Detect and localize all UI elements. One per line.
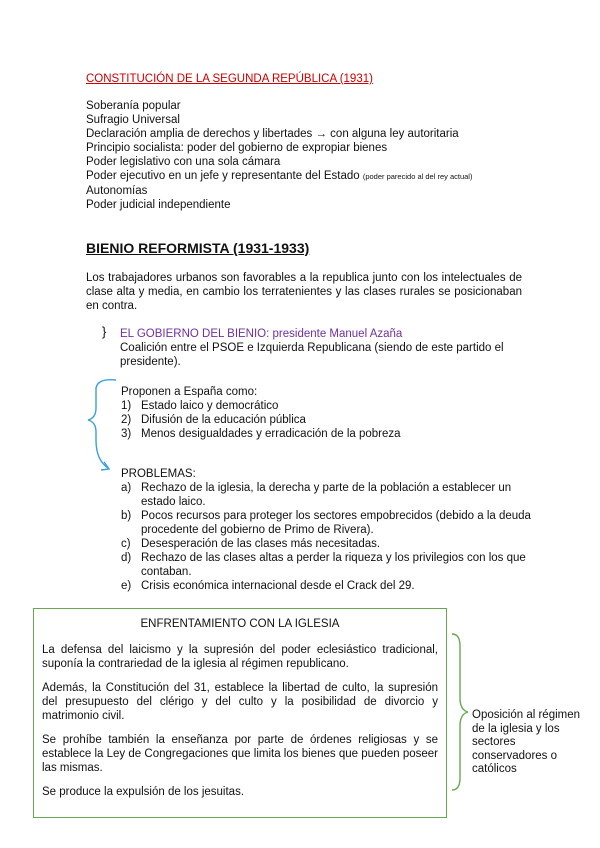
- item-marker: 3): [121, 428, 132, 440]
- proponen-item: [121, 427, 521, 441]
- iglesia-paragraph: Se prohíbe también la enseñanza por parte de órdenes religiosas y se establece la Ley de Congregaciones que limita los bienes que pueden poseer las mismas.: [42, 734, 438, 774]
- problemas-item: [121, 509, 531, 537]
- constitucion-item: Principio socialista: poder del gobierno de expropiar bienes: [86, 142, 388, 154]
- proponen-item: [121, 399, 521, 413]
- item-text: Rechazo de la iglesia, la derecha y parte de la población a establecer un estado laico.: [141, 482, 512, 508]
- item-text: Difusión de la educación pública: [141, 414, 306, 426]
- constitucion-item: Declaración amplia de derechos y libertades → con alguna ley autoritaria: [86, 128, 459, 140]
- constitucion-item: Poder legislativo con una sola cámara: [86, 156, 281, 168]
- constitucion-title: CONSTITUCIÓN DE LA SEGUNDA REPÚBLICA (1931): [86, 73, 373, 85]
- problemas-item: [121, 579, 531, 593]
- constitucion-item: Soberanía popular: [86, 100, 181, 112]
- bienio-title: BIENIO REFORMISTA (1931-1933): [86, 240, 310, 256]
- item-text: Crisis económica internacional desde el Crack del 29.: [141, 580, 415, 592]
- bracket-arrow-icon: [82, 374, 122, 474]
- item-text: Desesperación de las clases más necesitadas.: [141, 538, 381, 550]
- item-marker: c): [121, 538, 131, 550]
- item-marker: e): [121, 580, 132, 592]
- item-text: Pocos recursos para proteger los sectores empobrecidos (debido a la deuda procedente del gobierno de Primo de Rivera).: [141, 510, 531, 536]
- constitucion-item: Poder judicial independiente: [86, 199, 231, 211]
- constitucion-list: [86, 99, 526, 212]
- item-text: Menos desigualdades y erradicación de la pobreza: [141, 428, 401, 440]
- bienio-intro: Los trabajadores urbanos son favorables a la republica junto con los intelectuales de clase alta y media, en cambio los terratenientes y las clases rurales se posicionaban en contra.: [86, 272, 522, 312]
- gobierno-bullet: }: [102, 324, 107, 339]
- proponen-title: Proponen a España como:: [121, 386, 258, 398]
- problemas-list: [121, 481, 531, 593]
- iglesia-title: ENFRENTAMIENTO CON LA IGLESIA: [140, 618, 340, 630]
- iglesia-paragraph: La defensa del laicismo y la supresión del poder eclesiástico tradicional, suponía la contrariedad de la iglesia al régimen republicano.: [42, 644, 438, 670]
- ejecutivo-text: Poder ejecutivo en un jefe y representante del Estado: [86, 170, 360, 182]
- item-marker: b): [121, 510, 132, 522]
- problemas-item: [121, 551, 531, 579]
- item-marker: 2): [121, 414, 132, 426]
- gobierno-title: EL GOBIERNO DEL BIENIO: presidente Manuel Azaña: [120, 328, 403, 340]
- problemas-title: PROBLEMAS:: [121, 468, 196, 480]
- item-marker: 1): [121, 400, 132, 412]
- problemas-item: [121, 481, 531, 509]
- item-text: Rechazo de las clases altas a perder la riqueza y los privilegios con los que contaban.: [141, 552, 526, 578]
- iglesia-body: [42, 643, 438, 809]
- problemas-item: [121, 537, 531, 551]
- ejecutivo-note: (poder parecido al del rey actual): [362, 172, 473, 181]
- constitucion-item-ejecutivo: [86, 169, 526, 184]
- item-marker: d): [121, 552, 132, 564]
- constitucion-item: Autonomías: [86, 185, 148, 197]
- gobierno-text: Coalición entre el PSOE e Izquierda Republicana (siendo de este partido el presidente).: [120, 342, 504, 368]
- iglesia-paragraph: Además, la Constitución del 31, establece la libertad de culto, la supresión del presupuesto del clérigo y del culto y la posibilidad de divorcio y matrimonio civil.: [42, 682, 438, 722]
- proponen-item: [121, 413, 521, 427]
- proponen-list: [121, 399, 521, 441]
- iglesia-box: [33, 608, 447, 818]
- constitucion-item: Sufragio Universal: [86, 114, 180, 126]
- curly-brace-icon: [448, 632, 470, 792]
- item-marker: a): [121, 482, 132, 494]
- item-text: Estado laico y democrático: [141, 400, 279, 412]
- iglesia-side-note: Oposición al régimen de la iglesia y los sectores conservadores o católicos: [472, 709, 581, 775]
- iglesia-paragraph: Se produce la expulsión de los jesuitas.: [42, 786, 245, 798]
